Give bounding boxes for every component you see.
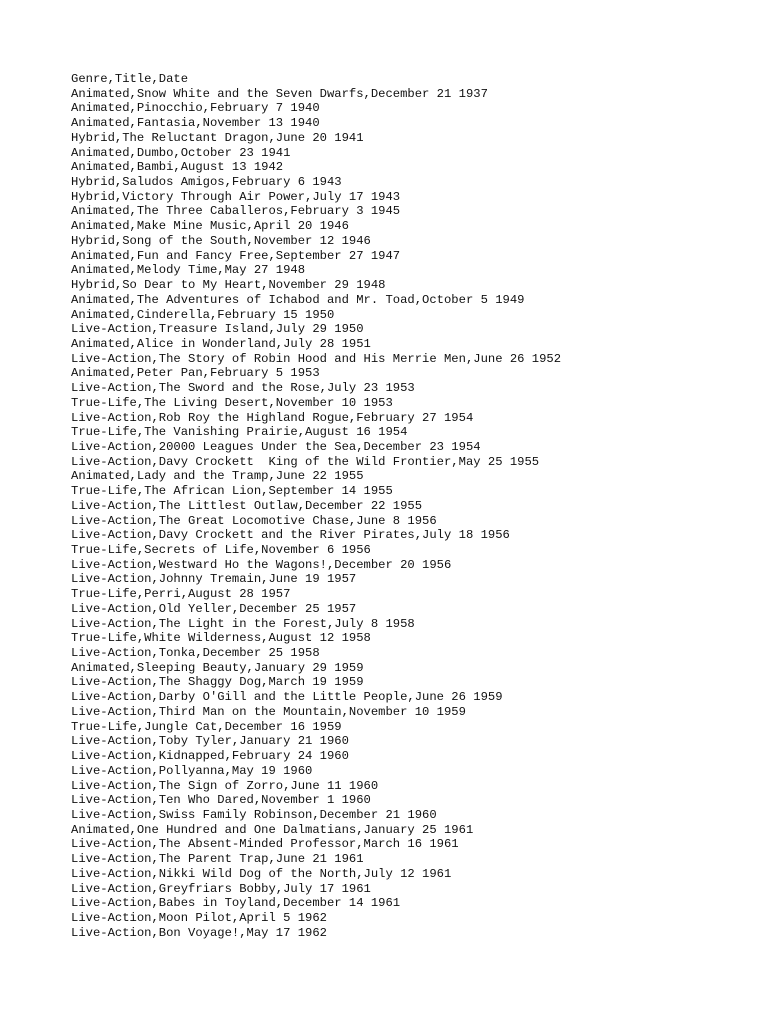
csv-data-line: Animated,Fantasia,November 13 1940 (71, 116, 320, 131)
csv-data-line: Animated,Cinderella,February 15 1950 (71, 307, 335, 322)
csv-data-line: Animated,Peter Pan,February 5 1953 (71, 366, 320, 381)
csv-data-line: Live-Action,The Littlest Outlaw,December 22 1955 (71, 498, 423, 513)
csv-data-line: Animated,Sleeping Beauty,January 29 1959 (71, 660, 364, 675)
csv-data-line: Live-Action,Swiss Family Robinson,December 21 1960 (71, 807, 437, 822)
csv-data-line: Live-Action,The Story of Robin Hood and His Merrie Men,June 26 1952 (71, 351, 562, 366)
csv-data-line: Live-Action,The Sword and the Rose,July 23 1953 (71, 381, 415, 396)
csv-data-line: Animated,Fun and Fancy Free,September 27 1947 (71, 248, 401, 263)
csv-data-line: Animated,Dumbo,October 23 1941 (71, 145, 291, 160)
csv-text-block (71, 72, 561, 940)
csv-data-line: Live-Action,Kidnapped,February 24 1960 (71, 749, 349, 764)
csv-data-line: Hybrid,So Dear to My Heart,November 29 1948 (71, 278, 386, 293)
csv-data-line: Live-Action,Darby O'Gill and the Little People,June 26 1959 (71, 690, 503, 705)
csv-data-line: Live-Action,Davy Crockett and the River Pirates,July 18 1956 (71, 528, 510, 543)
csv-data-line: Animated,Lady and the Tramp,June 22 1955 (71, 469, 364, 484)
csv-data-line: Live-Action,Westward Ho the Wagons!,December 20 1956 (71, 557, 452, 572)
csv-data-line: Animated,Bambi,August 13 1942 (71, 160, 284, 175)
csv-data-line: Hybrid,Victory Through Air Power,July 17 1943 (71, 189, 401, 204)
csv-data-line: Live-Action,Johnny Tremain,June 19 1957 (71, 572, 357, 587)
csv-data-line: Animated,Pinocchio,February 7 1940 (71, 101, 320, 116)
csv-data-line: Animated,The Adventures of Ichabod and Mr. Toad,October 5 1949 (71, 292, 525, 307)
csv-data-line: Live-Action,Third Man on the Mountain,November 10 1959 (71, 704, 466, 719)
csv-data-line: Live-Action,Tonka,December 25 1958 (71, 646, 320, 661)
csv-header-line: Genre,Title,Date (71, 72, 189, 86)
csv-data-line: Hybrid,Saludos Amigos,February 6 1943 (71, 175, 342, 190)
csv-data-line: Live-Action,The Parent Trap,June 21 1961 (71, 852, 364, 867)
csv-data-line: Live-Action,Treasure Island,July 29 1950 (71, 322, 364, 337)
csv-data-line: Live-Action,The Absent-Minded Professor,March 16 1961 (71, 837, 459, 852)
csv-data-line: Live-Action,Nikki Wild Dog of the North,July 12 1961 (71, 866, 452, 881)
csv-data-line: True-Life,White Wilderness,August 12 1958 (71, 631, 371, 646)
csv-data-line: Animated,Alice in Wonderland,July 28 1951 (71, 336, 371, 351)
csv-data-line: Live-Action,Toby Tyler,January 21 1960 (71, 734, 349, 749)
csv-data-line: Live-Action,Ten Who Dared,November 1 1960 (71, 793, 371, 808)
csv-data-line: True-Life,Secrets of Life,November 6 1956 (71, 543, 371, 557)
csv-data-line: Animated,Make Mine Music,April 20 1946 (71, 219, 349, 234)
csv-data-line: Live-Action,Rob Roy the Highland Rogue,February 27 1954 (71, 410, 474, 425)
csv-data-line: True-Life,The Living Desert,November 10 1953 (71, 395, 393, 410)
csv-data-line: Animated,Snow White and the Seven Dwarfs,December 21 1937 (71, 86, 488, 101)
csv-data-line: Live-Action,The Light in the Forest,July 8 1958 (71, 616, 415, 631)
csv-data-line: True-Life,Perri,August 28 1957 (71, 587, 291, 602)
csv-data-line: Live-Action,The Sign of Zorro,June 11 1960 (71, 778, 379, 793)
csv-data-line: Live-Action,The Great Locomotive Chase,June 8 1956 (71, 513, 437, 528)
csv-data-line: True-Life,Jungle Cat,December 16 1959 (71, 719, 342, 734)
csv-data-line: Animated,Melody Time,May 27 1948 (71, 263, 306, 278)
csv-data-line: Live-Action,20000 Leagues Under the Sea,December 23 1954 (71, 439, 481, 454)
csv-data-line: Live-Action,Babes in Toyland,December 14 1961 (71, 896, 401, 911)
csv-data-line: Live-Action,Davy Crockett King of the Wild Frontier,May 25 1955 (71, 454, 540, 469)
csv-data-line: Hybrid,Song of the South,November 12 1946 (71, 233, 371, 248)
csv-data-line: Live-Action,Bon Voyage!,May 17 1962 (71, 925, 327, 940)
csv-data-line: Live-Action,The Shaggy Dog,March 19 1959 (71, 675, 364, 690)
csv-data-line: Animated,The Three Caballeros,February 3 1945 (71, 204, 401, 219)
csv-data-line: Live-Action,Greyfriars Bobby,July 17 1961 (71, 881, 371, 896)
csv-data-line: Live-Action,Old Yeller,December 25 1957 (71, 601, 357, 616)
csv-data-line: Live-Action,Moon Pilot,April 5 1962 (71, 910, 327, 925)
csv-data-line: True-Life,The African Lion,September 14 1955 (71, 484, 393, 499)
csv-data-line: Live-Action,Pollyanna,May 19 1960 (71, 763, 313, 778)
csv-data-line: Animated,One Hundred and One Dalmatians,January 25 1961 (71, 822, 474, 837)
csv-data-line: Hybrid,The Reluctant Dragon,June 20 1941 (71, 130, 364, 145)
csv-data-line: True-Life,The Vanishing Prairie,August 16 1954 (71, 425, 408, 440)
